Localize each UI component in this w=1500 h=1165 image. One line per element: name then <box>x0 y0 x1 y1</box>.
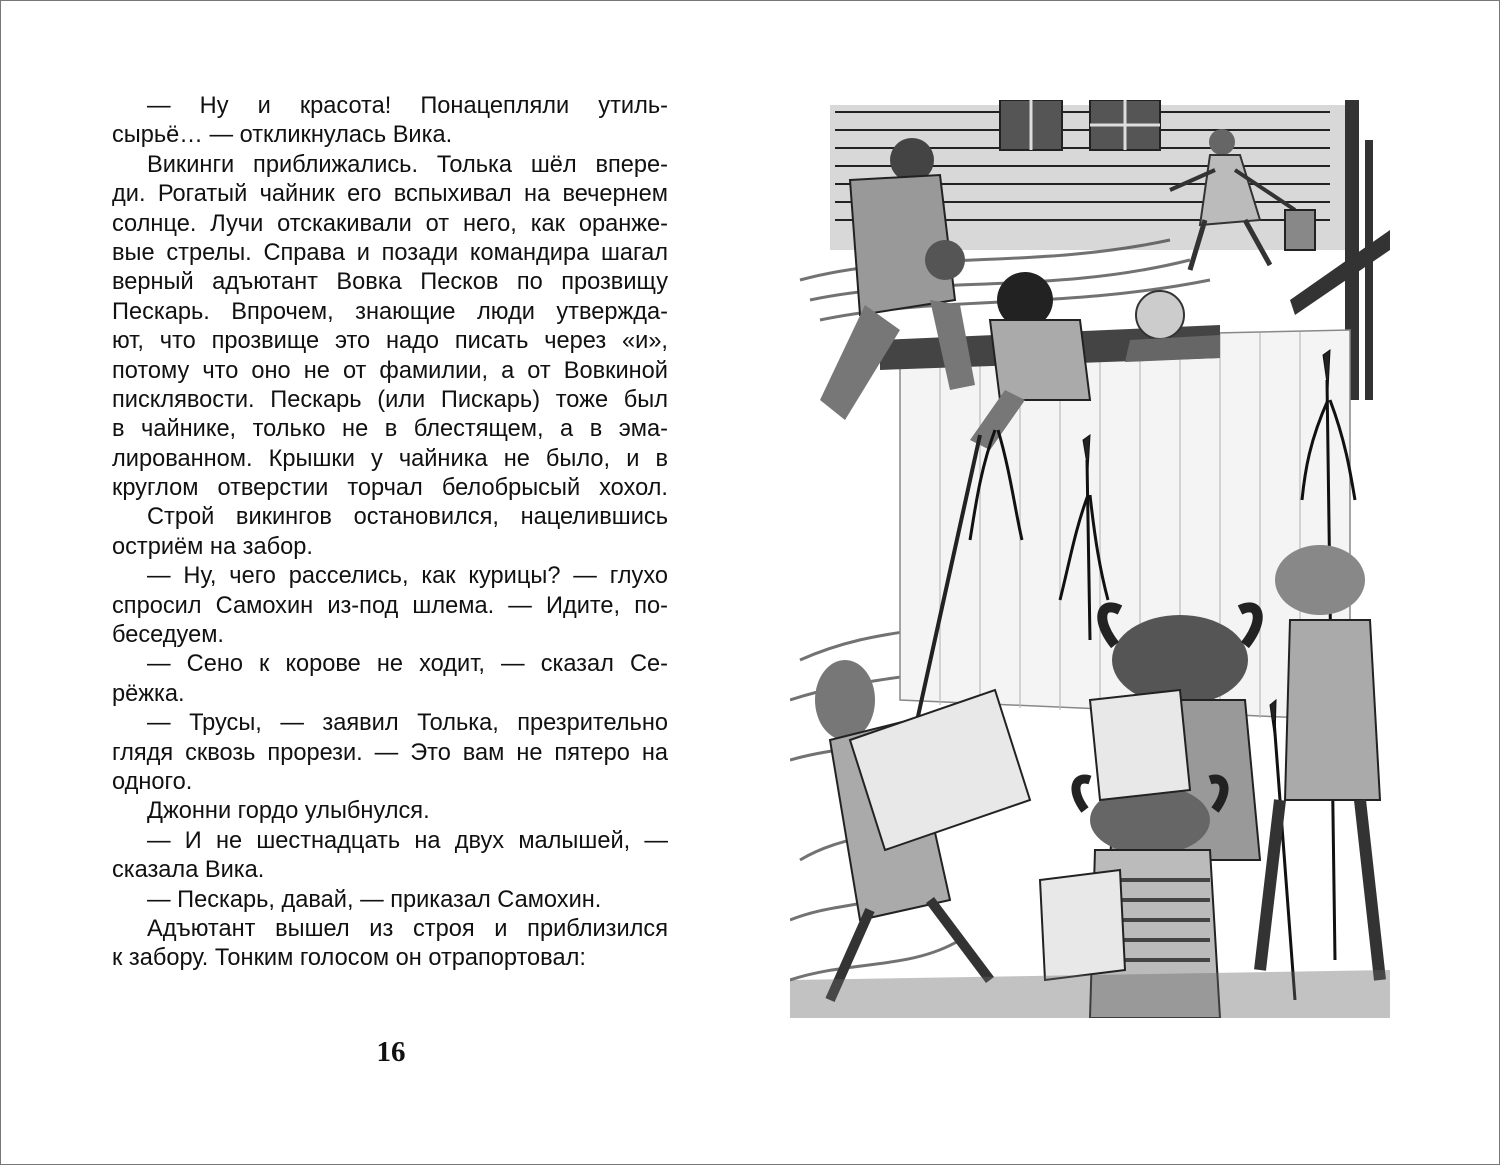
text-line: беседуем. <box>112 622 224 649</box>
text-line: солнце. Лучи отскакивали от него, как оранже- <box>112 210 668 237</box>
text-line: к забору. Тонким голосом он отрапортовал: <box>112 945 586 972</box>
page-number: 16 <box>376 1036 406 1068</box>
text-line: Строй викингов остановился, нацелившись <box>147 504 668 531</box>
text-line: лированном. Крышки у чайника не было, и в <box>112 445 668 472</box>
text-line: сырьё… — откликнулась Вика. <box>112 122 453 149</box>
text-line: ют, что прозвище это надо писать через «и», <box>112 328 668 355</box>
text-line: Пескарь. Впрочем, знающие люди утвержда- <box>112 298 668 325</box>
text-line: писклявости. Пескарь (или Пискарь) тоже был <box>112 386 668 413</box>
text-line: спросил Самохин из-под шлема. — Идите, по- <box>112 592 668 619</box>
text-line: рёжка. <box>112 680 185 707</box>
text-line: Джонни гордо улыбнулся. <box>147 798 430 825</box>
text-line: ди. Рогатый чайник его вспыхивал на вечернем <box>112 181 668 208</box>
text-line: — Трусы, — заявил Толька, презрительно <box>147 710 668 737</box>
text-line: верный адъютант Вовка Песков по прозвищу <box>112 269 668 296</box>
text-line: одного. <box>112 768 193 795</box>
text-line: вые стрелы. Справа и позади командира шагал <box>112 239 668 266</box>
text-line: сказала Вика. <box>112 857 265 884</box>
text-line: в чайнике, только не в блестящем, а в эма- <box>112 416 668 443</box>
story-text <box>112 92 668 974</box>
text-line: Викинги приближались. Толька шёл впере- <box>147 151 668 178</box>
text-line: Адъютант вышел из строя и приблизился <box>147 915 668 942</box>
text-line: — Ну и красота! Понацепляли утиль- <box>147 93 668 119</box>
text-line: — Пескарь, давай, — приказал Самохин. <box>147 886 602 913</box>
text-line: потому что оно не от фамилии, а от Вовкиной <box>112 357 668 384</box>
text-line: — Ну, чего расселись, как курицы? — глухо <box>147 563 668 590</box>
illustration-drawing <box>790 100 1390 1018</box>
text-line: круглом отверстии торчал белобрысый хохол. <box>112 475 668 502</box>
story-illustration <box>790 100 1390 1018</box>
text-line: — И не шестнадцать на двух малышей, — <box>147 827 668 854</box>
text-line: глядя сквозь прорези. — Это вам не пятеро на <box>112 739 668 766</box>
text-line: остриём на забор. <box>112 533 313 560</box>
text-line: — Сено к корове не ходит, — сказал Се- <box>147 651 668 678</box>
